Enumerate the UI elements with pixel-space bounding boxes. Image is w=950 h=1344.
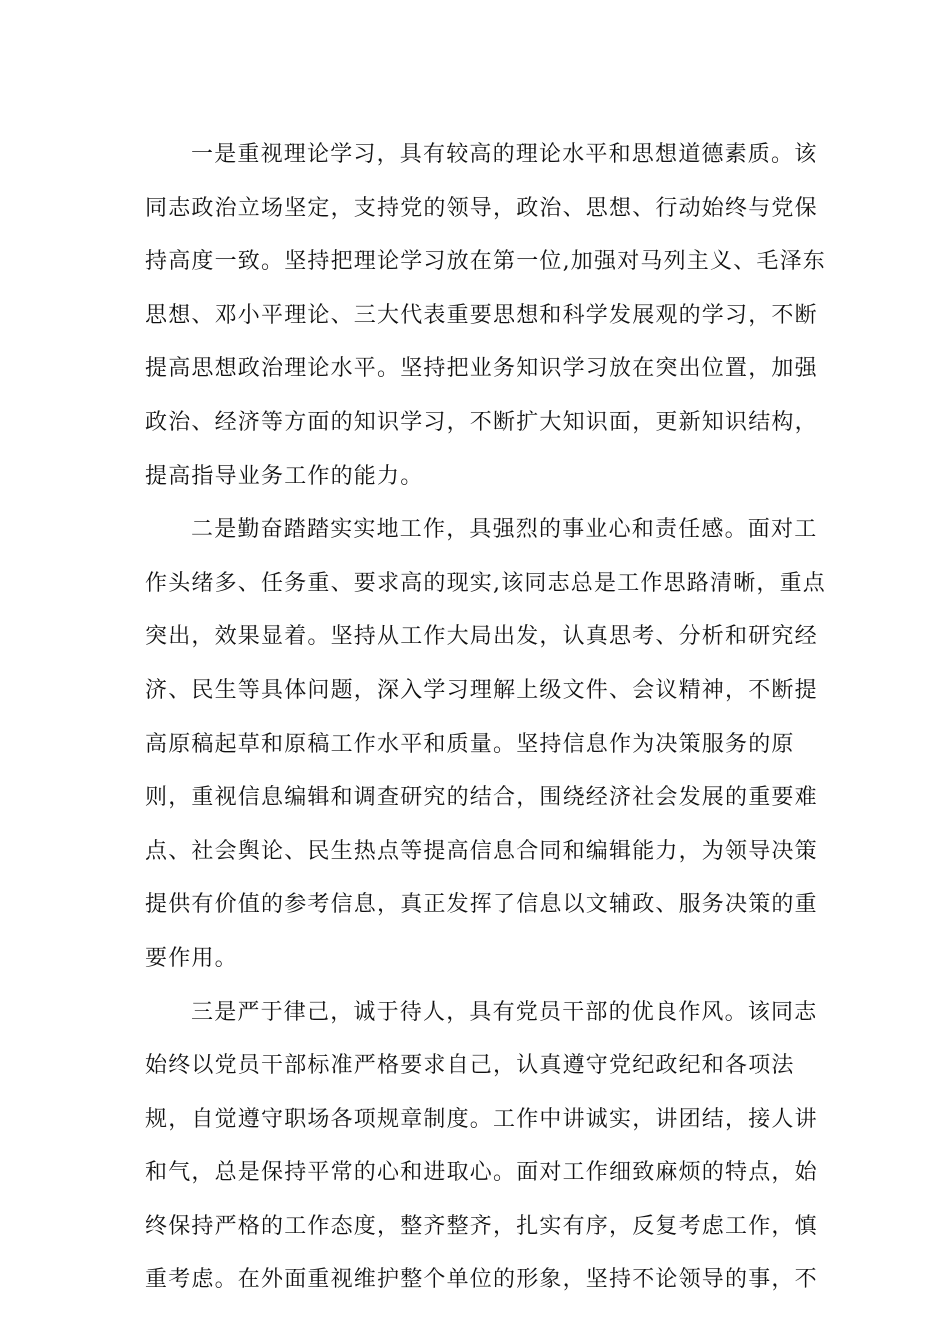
paragraph-line: 重考虑。在外面重视维护整个单位的形象，坚持不论领导的事，不 xyxy=(145,1267,818,1293)
paragraph-3 xyxy=(145,986,818,1308)
paragraph-line: 同志政治立场坚定，支持党的领导，政治、思想、行动始终与党保 xyxy=(145,195,818,221)
paragraph-line: 思想、邓小平理论、三大代表重要思想和科学发展观的学习，不断 xyxy=(145,302,818,328)
paragraph-line: 政治、经济等方面的知识学习，不断扩大知识面，更新知识结构， xyxy=(145,409,818,435)
paragraph-1 xyxy=(145,128,826,503)
paragraph-2 xyxy=(145,503,826,985)
paragraph-line: 提供有价值的参考信息，真正发挥了信息以文辅政、服务决策的重 xyxy=(145,892,818,918)
paragraph-line: 提高思想政治理论水平。坚持把业务知识学习放在突出位置，加强 xyxy=(145,356,818,382)
paragraph-line: 终保持严格的工作态度，整齐整齐，扎实有序，反复考虑工作，慎 xyxy=(145,1213,818,1239)
paragraph-line: 持高度一致。坚持把理论学习放在第一位,加强对马列主义、毛泽东 xyxy=(145,249,826,275)
paragraph-line: 二是勤奋踏踏实实地工作，具强烈的事业心和责任感。面对工 xyxy=(191,517,818,543)
paragraph-line: 则，重视信息编辑和调查研究的结合，围绕经济社会发展的重要难 xyxy=(145,785,818,811)
paragraph-line: 和气，总是保持平常的心和进取心。面对工作细致麻烦的特点，始 xyxy=(145,1160,818,1186)
paragraph-line: 提高指导业务工作的能力。 xyxy=(145,463,424,489)
paragraph-line: 三是严于律己，诚于待人，具有党员干部的优良作风。该同志 xyxy=(191,999,818,1025)
paragraph-line: 要作用。 xyxy=(145,945,238,971)
paragraph-line: 始终以党员干部标准严格要求自己，认真遵守党纪政纪和各项法 xyxy=(145,1053,795,1079)
document-body xyxy=(145,128,826,1307)
paragraph-line: 规，自觉遵守职场各项规章制度。工作中讲诚实，讲团结，接人讲 xyxy=(145,1106,818,1132)
paragraph-line: 济、民生等具体问题，深入学习理解上级文件、会议精神，不断提 xyxy=(145,677,818,703)
paragraph-line: 高原稿起草和原稿工作水平和质量。坚持信息作为决策服务的原 xyxy=(145,731,795,757)
paragraph-line: 一是重视理论学习，具有较高的理论水平和思想道德素质。该 xyxy=(191,142,818,167)
paragraph-line: 突出，效果显着。坚持从工作大局出发，认真思考、分析和研究经 xyxy=(145,624,818,650)
paragraph-line: 点、社会舆论、民生热点等提高信息合同和编辑能力，为领导决策 xyxy=(145,838,818,864)
paragraph-line: 作头绪多、任务重、要求高的现实,该同志总是工作思路清晰，重点 xyxy=(145,570,826,596)
